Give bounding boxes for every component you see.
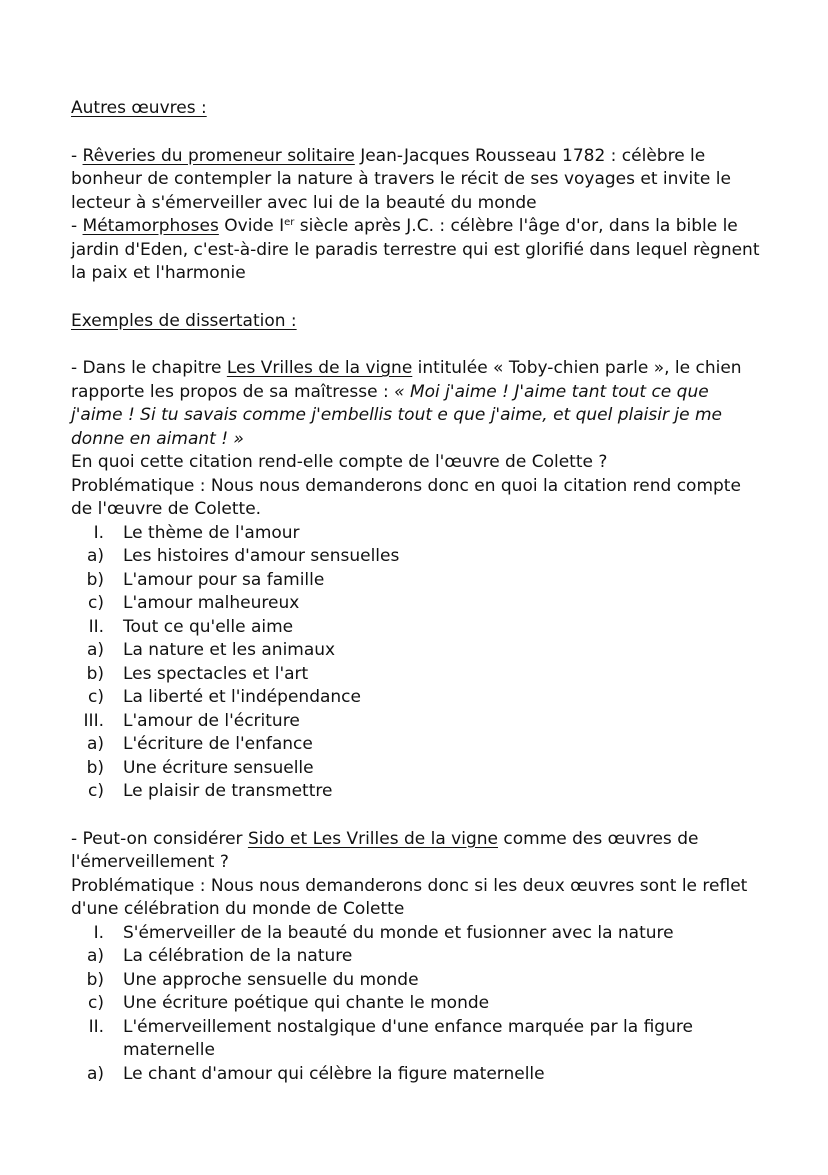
- plan-subpart: c) Le plaisir de transmettre: [88, 781, 333, 801]
- autres-item-rousseau: - Rêveries du promeneur solitaire Jean-Jacques Rousseau 1782 : célèbre le bonheur de contempler la nature à travers le récit de ses voyages et invite le lecteur à s'émerveiller avec lui de la beauté du monde: [71, 145, 731, 213]
- autres-oeuvres-heading: Autres œuvres :: [71, 98, 207, 118]
- autres-item-ovide: - Métamorphoses Ovide Ier siècle après J.C. : célèbre l'âge d'or, dans la bible le jardin d'Eden, c'est-à-dire le paradis terrestre qui est glorifié dans lequel règnent la paix et l'harmonie: [71, 216, 760, 283]
- plan-subpart: a) Le chant d'amour qui célèbre la figure maternelle: [86, 1063, 545, 1084]
- dissertation-1-question: En quoi cette citation rend-elle compte de l'œuvre de Colette ?: [71, 452, 608, 472]
- work-title-metamorphoses: Métamorphoses: [82, 216, 219, 236]
- plan-subpart: c) Une écriture poétique qui chante le monde: [88, 993, 490, 1013]
- plan-subpart: c) La liberté et l'indépendance: [88, 687, 361, 707]
- dissertation-2-plan: [71, 922, 761, 1087]
- plan-subpart: a) Les histoires d'amour sensuelles: [86, 546, 400, 566]
- plan-part: II. L'émerveillement nostalgique d'une enfance marquée par la figure maternelle: [88, 1016, 693, 1060]
- plan-subpart: b) Une approche sensuelle du monde: [86, 969, 419, 990]
- dissertation-2-problematique: Problématique : Nous nous demanderons donc si les deux œuvres sont le reflet d'une célébration du monde de Colette: [71, 875, 748, 919]
- plan-subpart: c) L'amour malheureux: [88, 593, 300, 613]
- plan-subpart: b) Une écriture sensuelle: [86, 757, 314, 778]
- plan-part: I. S'émerveiller de la beauté du monde et fusionner avec la nature: [93, 922, 674, 943]
- plan-subpart: a) L'écriture de l'enfance: [86, 734, 313, 754]
- document-content: [71, 97, 761, 1086]
- plan-subpart: a) La célébration de la nature: [86, 946, 353, 966]
- work-title-vrilles: Les Vrilles de la vigne: [226, 358, 413, 378]
- citation-quote: « Moi j'aime ! J'aime tant tout ce que j'aime ! Si tu savais comme j'embellis tout e que j'aime, et quel plaisir je me donne en aimant ! »: [71, 381, 722, 449]
- plan-subpart: b) Les spectacles et l'art: [86, 663, 309, 684]
- exemples-dissertation-heading: Exemples de dissertation :: [71, 310, 297, 331]
- work-title-reveries: Rêveries du promeneur solitaire: [82, 145, 355, 166]
- plan-part: II. Tout ce qu'elle aime: [88, 616, 294, 637]
- dissertation-1-plan: [71, 522, 761, 804]
- plan-subpart: a) La nature et les animaux: [86, 640, 336, 660]
- work-title-sido-vrilles: Sido et Les Vrilles de la vigne: [247, 828, 498, 849]
- dissertation-1-problematique: Problématique : Nous nous demanderons donc en quoi la citation rend compte de l'œuvre de Colette.: [71, 475, 741, 519]
- plan-subpart: b) L'amour pour sa famille: [86, 569, 325, 590]
- dissertation-1-intro: - Dans le chapitre Les Vrilles de la vigne intitulée « Toby-chien parle », le chien rapporte les propos de sa maîtresse : « Moi j'aime ! J'aime tant tout ce que j'aime ! Si tu savais comme j'embellis tout e que j'aime, et quel plaisir je me donne en aimant ! »: [71, 358, 742, 449]
- dissertation-2-intro: - Peut-on considérer Sido et Les Vrilles de la vigne comme des œuvres de l'émerveillement ?: [71, 828, 699, 872]
- plan-part: I. Le thème de l'amour: [93, 522, 300, 543]
- plan-part: III. L'amour de l'écriture: [83, 710, 300, 731]
